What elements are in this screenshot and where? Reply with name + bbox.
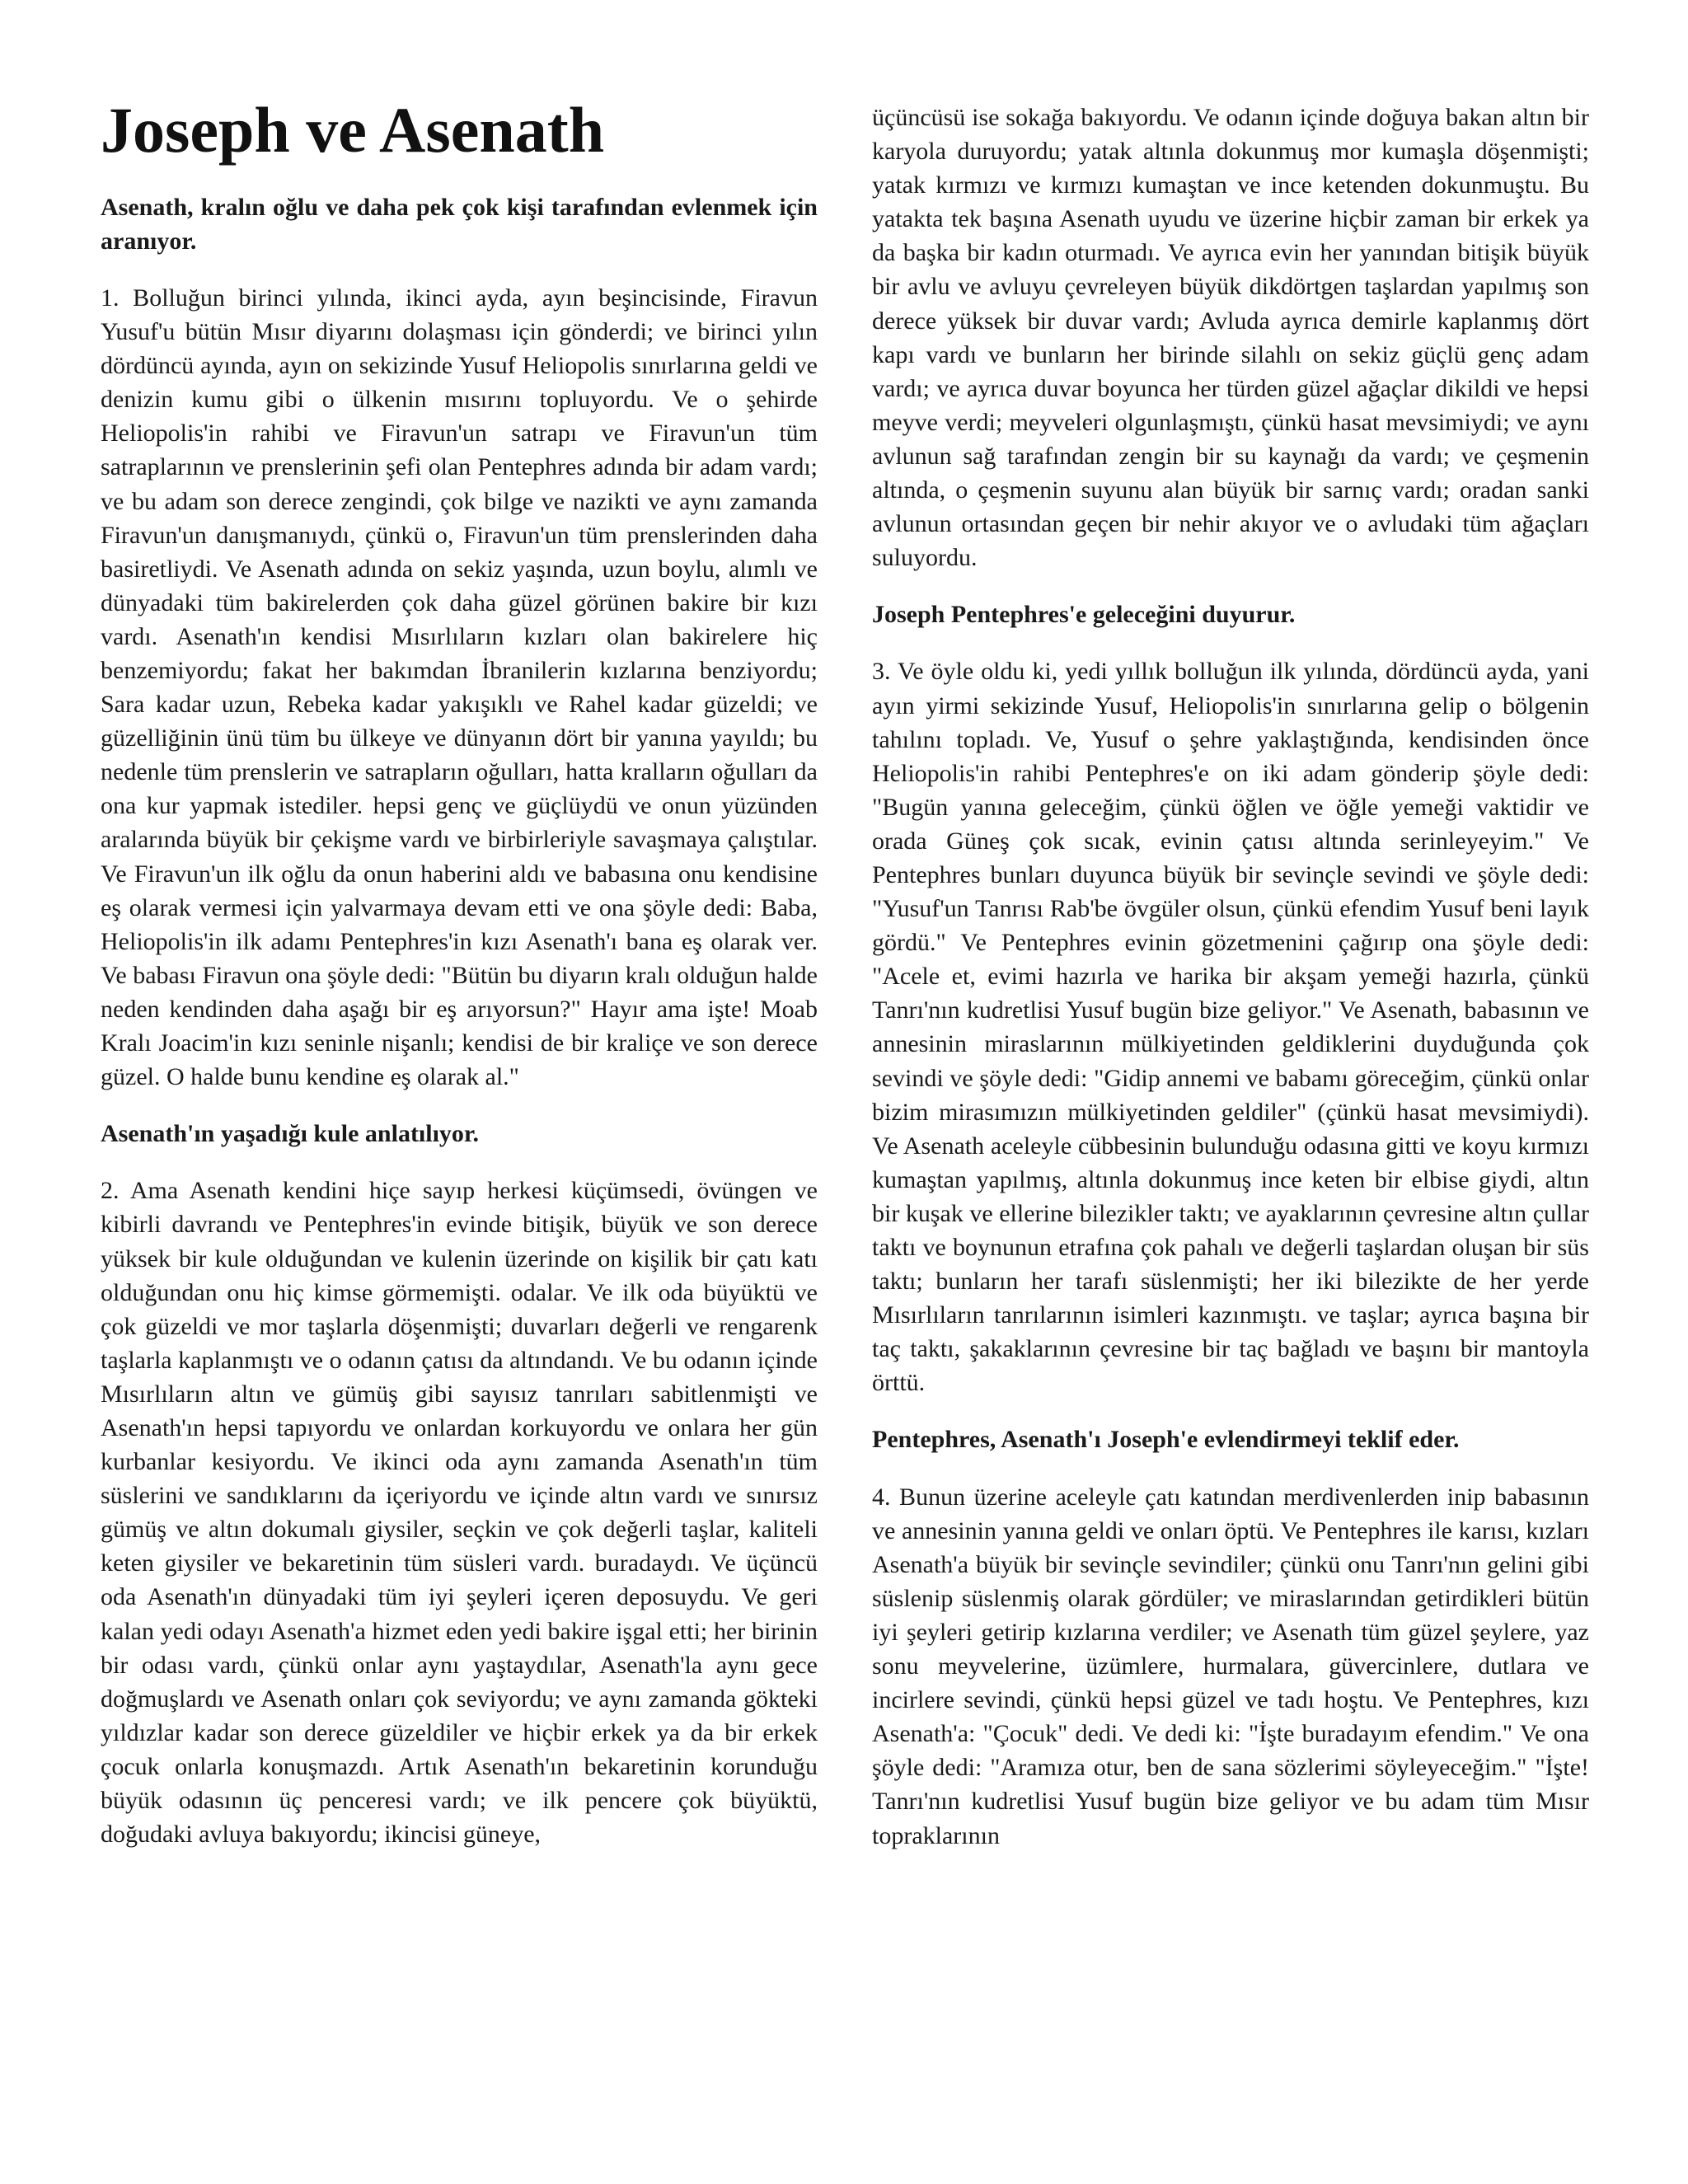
paragraph-4: 4. Bunun üzerine aceleyle çatı katından merdivenlerden inip babasının ve annesinin yanına geldi ve onları öptü. Ve Pentephres ile karısı, kızları Asenath'a büyük bir sevinçle sevindiler; çünkü onu Tanrı'nın gelini gibi süslenip süslenmiş olarak gördüler; ve miraslarından getirdikleri bütün iyi şeyleri getirip kızlarına verdiler; ve Asenath tüm güzel şeylere, yaz sonu meyvelerine, üzümlere, hurmalara, güvercinlere, dutlara ve incirlere sevindi, çünkü hepsi güzel ve tadı hoştu. Ve Pentephres, kızı Asenath'a: "Çocuk" dedi. Ve dedi ki: "İşte buradayım efendim." Ve ona şöyle dedi: "Aramıza otur, ben de sana sözlerimi söyleyeceğim." "İşte! Tanrı'nın kudretlisi Yusuf bugün bize geliyor ve bu adam tüm Mısır topraklarının xyxy=(872,1483,1589,1849)
paragraph-3: 3. Ve öyle oldu ki, yedi yıllık bolluğun ilk yılında, dördüncü ayda, yani ayın yirmi sekizinde Yusuf, Heliopolis'in sınırlarına gelip o bölgenin tahılını topladı. Ve, Yusuf o şehre yaklaştığında, kendisinden önce Heliopolis'in rahibi Pentephres'e on iki adam gönderip şöyle dedi: "Bugün yanına geleceğim, çünkü öğlen ve öğle yemeği vaktidir ve orada Güneş çok sıcak, evinin çatısı altında serinleyeyim." Ve Pentephres bunları duyunca büyük bir sevinçle sevindi ve şöyle dedi: "Yusuf'un Tanrısı Rab'be övgüler olsun, çünkü efendim Yusuf beni layık gördü." Ve Pentephres evinin gözetmenini çağırıp ona şöyle dedi: "Acele et, evimi hazırla ve harika bir akşam yemeği hazırla, çünkü Tanrı'nın kudretlisi Yusuf bugün bize geliyor." Ve Asenath, babasının ve annesinin miraslarının mülkiyetinden geldiklerini duyduğunda çok sevindi ve şöyle dedi: "Gidip annemi ve babamı göreceğim, çünkü onlar bizim mirasımızın mülkiyetinden geldiler" (çünkü hasat mevsimiydi). Ve Asenath aceleyle cübbesinin bulunduğu odasına gitti ve koyu kırmızı kumaştan yapılmış, altınla dokunmuş ince keten bir elbise giydi, altın bir kuşak ve ellerine bilezikler taktı; ve ayaklarının çevresine altın çullar taktı ve boynunun etrafına çok pahalı ve değerli taşlardan oluşan bir süs taktı; bunların her tarafı süslenmişti; her iki bilezikte de her yerde Mısırlıların tanrılarının isimleri kazınmıştı. ve taşlar; ayrıca başına bir taç taktı, şakaklarının çevresine bir taç bağladı ve başını bir mantoyla örttü. xyxy=(872,658,1589,1397)
paragraph-1: 1. Bolluğun birinci yılında, ikinci ayda, ayın beşincisinde, Firavun Yusuf'u bütün Mısır diyarını dolaşması için gönderdi; ve birinci yılın dördüncü ayında, ayın on sekizinde Yusuf Heliopolis sınırlarına geldi ve denizin kumu gibi o ülkenin mısırını topluyordu. Ve o şehirde Heliopolis'in rahibi ve Firavun'un satrapı ve Firavun'un tüm satraplarının ve prenslerinin şefi olan Pentephres adında bir adam vardı; ve bu adam son derece zengindi, çok bilge ve nazikti ve aynı zamanda Firavun'un danışmanıydı, çünkü o, Firavun'un tüm prenslerinden daha basiretliydi. Ve Asenath adında on sekiz yaşında, uzun boylu, alımlı ve dünyadaki tüm bakirelerden çok daha güzel görünen bakire bir kızı vardı. Asenath'ın kendisi Mısırlıların kızları olan bakirelere hiç benzemiyordu; fakat her bakımdan İbranilerin kızlarına benziyordu; Sara kadar uzun, Rebeka kadar yakışıklı ve Rahel kadar güzeldi; ve güzelliğinin ünü tüm bu ülkeye ve dünyanın dört bir yanına yayıldı; bu nedenle tüm prenslerin ve satrapların oğulları, hatta kralların oğulları da ona kur yapmak istediler. hepsi genç ve güçlüydü ve onun yüzünden aralarında büyük bir çekişme vardı ve birbirleriyle savaşmaya çalıştılar. Ve Firavun'un ilk oğlu da onun haberini aldı ve babasına onu kendisine eş olarak vermesi için yalvarmaya devam etti ve ona şöyle dedi: Baba, Heliopolis'in ilk adamı Pentephres'in kızı Asenath'ı bana eş olarak ver. Ve babası Firavun ona şöyle dedi: "Bütün bu diyarın kralı olduğun halde neden kendinden daha aşağı bir eş arıyorsun?" Hayır ama işte! Moab Kralı Joacim'in kızı seninle nişanlı; kendisi de bir kraliçe ve son derece güzel. O halde bunu kendine eş olarak al." xyxy=(101,284,818,1091)
document-title: Joseph ve Asenath xyxy=(101,94,605,166)
right-column xyxy=(872,101,1589,1876)
section-heading-3: Joseph Pentephres'e geleceğini duyurur. xyxy=(872,601,1296,629)
paragraph-2: 2. Ama Asenath kendini hiçe sayıp herkesi küçümsedi, övüngen ve kibirli davrandı ve Pentephres'in evinde bitişik, büyük ve son derece yüksek bir kule olduğundan ve kulenin üzerinde on kişilik bir çatı katı olduğundan onu hiç kimse görmemişti. odalar. Ve ilk oda büyüktü ve çok güzeldi ve mor taşlarla döşenmişti; duvarları değerli ve rengarenk taşlarla kaplanmıştı ve o odanın çatısı da altındandı. Ve bu odanın içinde Mısırlıların altın ve gümüş gibi sayısız tanrıları sabitlenmişti ve Asenath'ın hepsi tapıyordu ve onlardan korkuyordu ve onlara her gün kurbanlar kesiyordu. Ve ikinci oda aynı zamanda Asenath'ın tüm süslerini ve sandıklarını da içeriyordu ve içinde altın vardı ve sınırsız gümüş ve altın dokumalı giysiler, seçkin ve çok değerli taşlar, kaliteli keten giysiler ve bekaretinin tüm süsleri vardı. buradaydı. Ve üçüncü oda Asenath'ın dünyadaki tüm iyi şeyleri içeren deposuydu. Ve geri kalan yedi odayı Asenath'a hizmet eden yedi bakire işgal etti; her birinin bir odası vardı, çünkü onlar aynı yaştaydılar, Asenath'la aynı gece doğmuşlardı ve Asenath onları çok seviyordu; ve aynı zamanda gökteki yıldızlar kadar son derece güzeldiler ve hiçbir erkek ya da bir erkek çocuk onlarla konuşmazdı. Artık Asenath'ın bekaretinin korunduğu büyük odasının üç penceresi vardı; ve ilk pencere çok büyüktü, doğudaki avluya bakıyordu; ikincisi güneye, xyxy=(101,1177,818,1849)
section-heading-4: Pentephres, Asenath'ı Joseph'e evlendirmeyi teklif eder. xyxy=(872,1426,1460,1454)
paragraph-2-continued: üçüncüsü ise sokağa bakıyordu. Ve odanın içinde doğuya bakan altın bir karyola duruyordu; yatak altınla dokunmuş mor kumaşla döşenmişti; yatak kırmızı ve kırmızı kumaştan ve ince ketenden dokunmuştu. Bu yatakta tek başına Asenath uyudu ve üzerine hiçbir zaman bir erkek ya da başka bir kadın oturmadı. Ve ayrıca evin her yanından bitişik büyük bir avlu ve avluyu çevreleyen büyük dikdörtgen taşlardan yapılmış son derece yüksek bir duvar vardı; Avluda ayrıca demirle kaplanmış dört kapı vardı ve bunların her birinde silahlı on sekiz güçlü genç adam vardı; ve ayrıca duvar boyunca her türden güzel ağaçlar dikildi ve hepsi meyve verdi; meyveleri olgunlaşmıştı, çünkü hasat mevsimiydi; ve aynı avlunun sağ tarafından zengin bir su kaynağı da vardı; ve çeşmenin altında, o çeşmenin suyunu alan büyük bir sarnıç vardı; oradan sanki avlunun ortasından geçen bir nehir akıyor ve o avludaki tüm ağaçları suluyordu. xyxy=(872,104,1589,572)
left-column xyxy=(101,95,818,1874)
section-heading-1: Asenath, kralın oğlu ve daha pek çok kişi tarafından evlenmek için aranıyor. xyxy=(101,193,818,255)
section-heading-2: Asenath'ın yaşadığı kule anlatılıyor. xyxy=(101,1120,479,1148)
